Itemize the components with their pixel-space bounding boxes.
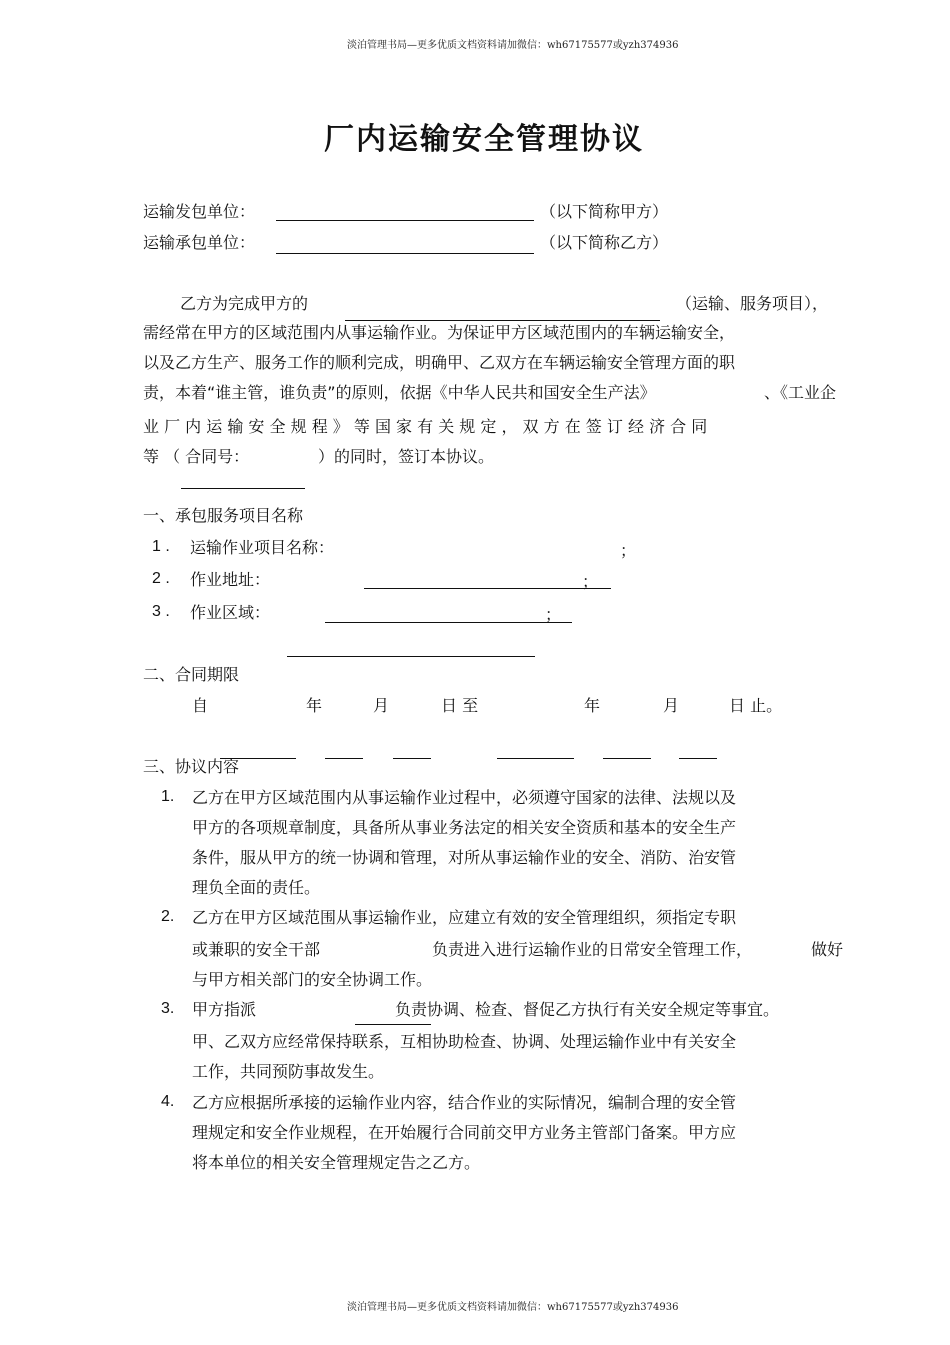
clause-2-number: 2. [161, 908, 175, 925]
clause-1-line-2: 甲方的各项规章制度，具备所从事业务法定的相关安全资质和基本的安全生产 [192, 818, 737, 837]
clause-4-line-3: 将本单位的相关安全管理规定告之乙方。 [192, 1153, 481, 1172]
clause-1-line-3: 条件，服从甲方的统一协调和管理，对所从事运输作业的安全、消防、治安管 [192, 848, 737, 867]
clause-3-line-1a: 甲方指派 [192, 1000, 257, 1019]
section-1-heading: 一、承包服务项目名称 [143, 506, 304, 525]
item-1-number: 1 . [152, 538, 170, 555]
extra-blank[interactable] [287, 656, 535, 657]
clause-1-number: 1. [161, 788, 175, 805]
intro-line-1-start: 乙方为完成甲方的 [180, 294, 309, 313]
clause-2-line-1: 乙方在甲方区域范围从事运输作业，应建立有效的安全管理组织，须指定专职 [192, 908, 737, 927]
clause-2-line-2b: 负责进入进行运输作业的日常安全管理工作， [432, 940, 753, 959]
clause-3-line-3: 工作，共同预防事故发生。 [192, 1062, 385, 1081]
start-month-blank[interactable] [325, 758, 363, 759]
intro-line-3: 以及乙方生产、服务工作的顺利完成，明确甲、乙双方在车辆运输安全管理方面的职 [143, 353, 736, 372]
period-year-2: 年 [584, 696, 601, 715]
intro-line-1-end: （运输、服务项目）， [676, 294, 829, 313]
intro-line-4-end: 、《工业企 [764, 383, 837, 402]
party-b-label: 运输承包单位： [143, 233, 256, 252]
end-day-blank[interactable] [679, 758, 717, 759]
clause-1-line-1: 乙方在甲方区域范围内从事运输作业过程中，必须遵守国家的法律、法规以及 [192, 788, 737, 807]
intro-line-5: 业 厂 内 运 输 安 全 规 程 》 等 国 家 有 关 规 定 ， 双 方 在 签 订 经 济 合 同 [143, 417, 708, 436]
clause-4-line-1: 乙方应根据所承接的运输作业内容，结合作业的实际情况，编制合理的安全管 [192, 1093, 737, 1112]
section-3-heading: 三、协议内容 [143, 757, 240, 776]
contract-number-blank[interactable] [181, 488, 305, 489]
end-year-blank[interactable] [497, 758, 574, 759]
item-2-number: 2 . [152, 570, 170, 587]
work-area-blank[interactable] [325, 622, 572, 623]
party-a-label: 运输发包单位： [143, 202, 256, 221]
period-year-1: 年 [306, 696, 323, 715]
service-item-blank[interactable] [345, 320, 660, 321]
intro-line-4-start: 责，本着“谁主管，谁负责”的原则，依据《中华人民共和国安全生产法》 [143, 383, 656, 402]
clause-3-line-1b: 负责协调、检查、督促乙方执行有关安全规定等事宜。 [395, 1000, 780, 1019]
party-a-note: （以下简称甲方） [540, 202, 669, 221]
end-month-blank[interactable] [603, 758, 651, 759]
item-2-label: 作业地址： [190, 570, 271, 589]
item-3-end: ； [545, 605, 562, 624]
section-2-heading: 二、合同期限 [143, 665, 240, 684]
header-note: 淡泊管理书局—更多优质文档资料请加微信：wh67175577或yzh374936 [347, 40, 679, 51]
period-day-to: 日 至 [441, 696, 479, 715]
clause-2-line-2a: 或兼职的安全干部 [192, 940, 321, 959]
clause-2-line-3: 与甲方相关部门的安全协调工作。 [192, 970, 433, 989]
period-month-1: 月 [373, 696, 390, 715]
clause-1-line-4: 理负全面的责任。 [192, 878, 321, 897]
liaison-blank[interactable] [355, 1024, 431, 1025]
document-title: 厂内运输安全管理协议 [324, 122, 644, 157]
clause-4-number: 4. [161, 1093, 175, 1110]
period-from: 自 [192, 696, 209, 715]
party-b-blank[interactable] [276, 253, 534, 254]
footer-note: 淡泊管理书局—更多优质文档资料请加微信：wh67175577或yzh374936 [347, 1302, 679, 1313]
intro-line-6b: ）的同时，签订本协议。 [318, 447, 495, 466]
item-3-number: 3 . [152, 603, 170, 620]
clause-3-number: 3. [161, 1000, 175, 1017]
item-2-end: ； [582, 572, 599, 591]
item-1-end: ； [620, 541, 637, 560]
period-day-end: 日 止。 [729, 696, 783, 715]
clause-4-line-2: 理规定和安全作业规程，在开始履行合同前交甲方业务主管部门备案。甲方应 [192, 1123, 737, 1142]
period-month-2: 月 [663, 696, 680, 715]
item-1-label: 运输作业项目名称： [190, 538, 335, 557]
clause-2-line-2c: 做好 [811, 940, 844, 959]
party-a-blank[interactable] [276, 220, 534, 221]
start-day-blank[interactable] [393, 758, 431, 759]
clause-3-line-2: 甲、乙双方应经常保持联系，互相协助检查、协调、处理运输作业中有关安全 [192, 1032, 737, 1051]
intro-line-6a: 等 （ 合同号： [143, 447, 250, 466]
item-3-label: 作业区域： [190, 603, 271, 622]
intro-line-2: 需经常在甲方的区域范围内从事运输作业。为保证甲方区域范围内的车辆运输安全， [143, 323, 736, 342]
party-b-note: （以下简称乙方） [540, 233, 669, 252]
work-address-blank[interactable] [364, 588, 611, 589]
